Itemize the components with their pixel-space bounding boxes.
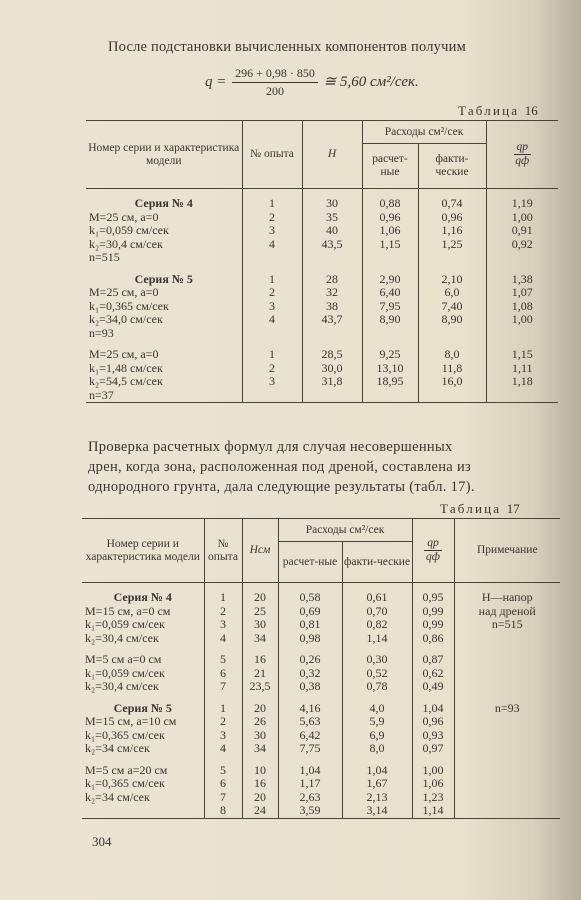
empty-cell	[362, 327, 418, 341]
actual-flow: 0,82	[342, 618, 412, 632]
head-value: 16	[242, 653, 278, 667]
run-number: 7	[204, 680, 242, 694]
series-param: k₂=30,4 см/сек	[85, 679, 159, 693]
empty-cell	[454, 632, 560, 646]
actual-flow: 0,74	[418, 197, 486, 211]
actual-flow: 0,78	[342, 680, 412, 694]
series-title: Серия № 5	[134, 271, 193, 286]
empty-cell	[362, 389, 418, 403]
table-row	[86, 211, 558, 225]
empty-cell	[242, 251, 302, 265]
table17-caption-number: 17	[506, 501, 520, 516]
actual-flow: 8,0	[418, 348, 486, 362]
series-title: Серия № 4	[134, 196, 193, 210]
actual-flow: 0,61	[342, 591, 412, 605]
calc-flow: 1,04	[278, 764, 342, 778]
head-value: 23,5	[242, 680, 278, 694]
head-value: 30,0	[302, 362, 362, 376]
empty-cell	[302, 251, 362, 265]
body-paragraph	[88, 437, 558, 497]
flow-ratio: 1,15	[486, 348, 558, 362]
table-row	[82, 680, 560, 694]
intro-text: После подстановки вычисленных компонентов получим	[108, 39, 466, 55]
series-param: M=15 см, a=0 см	[85, 603, 171, 618]
actual-flow: 0,52	[342, 667, 412, 681]
actual-flow: 4,0	[342, 702, 412, 716]
actual-flow: 1,04	[342, 764, 412, 778]
empty-cell	[302, 327, 362, 341]
actual-flow: 16,0	[418, 375, 486, 389]
table-row	[82, 618, 560, 632]
empty-cell	[454, 777, 560, 791]
table-row	[82, 653, 560, 667]
head-value: 24	[242, 804, 278, 818]
series-param: k₂=34 см/сек	[85, 789, 150, 804]
empty-cell	[454, 791, 560, 805]
empty-cell	[454, 715, 560, 729]
run-number: 2	[242, 211, 302, 225]
paragraph-line-3: однородного грунта, дала следующие результаты (табл. 17).	[88, 479, 475, 495]
series-param: M=25 см, a=0	[89, 209, 159, 224]
run-number: 7	[204, 791, 242, 805]
calc-flow: 4,16	[278, 702, 342, 716]
table16-caption-number: 16	[524, 103, 538, 118]
flow-ratio: 0,99	[412, 605, 454, 619]
table-row	[82, 729, 560, 743]
t16-ratio-top: qр	[514, 141, 532, 155]
actual-flow: 5,9	[342, 715, 412, 729]
table-row	[86, 362, 558, 376]
head-value: 16	[242, 777, 278, 791]
series-title: Серия № 4	[113, 590, 172, 604]
head-value: 38	[302, 300, 362, 314]
t16-header-calc: расчет-ные	[362, 144, 418, 189]
series-title: Серия № 5	[113, 700, 172, 715]
head-value: 43,5	[302, 238, 362, 252]
calc-flow: 6,40	[362, 286, 418, 300]
run-number: 4	[242, 238, 302, 252]
flow-ratio: 0,87	[412, 653, 454, 667]
run-number: 5	[204, 653, 242, 667]
run-number: 4	[242, 313, 302, 327]
actual-flow: 0,30	[342, 653, 412, 667]
calc-flow: 0,69	[278, 605, 342, 619]
table-row	[82, 791, 560, 805]
table-row	[86, 224, 558, 238]
table-row	[82, 667, 560, 681]
empty-cell	[418, 251, 486, 265]
t16-header-actual: факти-ческие	[418, 144, 486, 189]
actual-flow: 1,14	[342, 632, 412, 646]
flow-ratio: 0,92	[486, 238, 558, 252]
table16-caption-word: Таблица	[458, 103, 520, 118]
run-number: 5	[204, 764, 242, 778]
head-value: 20	[242, 791, 278, 805]
table-row	[82, 702, 560, 716]
t16-header-flows: Расходы см²/сек	[362, 121, 486, 144]
flow-ratio: 0,91	[486, 224, 558, 238]
flow-ratio: 0,97	[412, 742, 454, 756]
calc-flow: 0,32	[278, 667, 342, 681]
calc-flow: 8,90	[362, 313, 418, 327]
calc-flow: 6,42	[278, 729, 342, 743]
flow-ratio: 1,07	[486, 286, 558, 300]
t16-header-run: № опыта	[242, 121, 302, 189]
series-param: M=25 см, a=0	[89, 285, 159, 299]
actual-flow: 1,16	[418, 224, 486, 238]
run-number: 1	[242, 273, 302, 287]
series-param: k₁=0,365 см/сек	[85, 727, 165, 742]
flow-ratio: 1,18	[486, 375, 558, 389]
t17-ratio-top: qр	[424, 537, 442, 551]
calc-flow: 0,58	[278, 591, 342, 605]
calc-flow: 5,63	[278, 715, 342, 729]
run-number: 1	[204, 591, 242, 605]
empty-cell	[242, 327, 302, 341]
empty-cell	[454, 729, 560, 743]
flow-ratio: 1,04	[412, 702, 454, 716]
page-number: 304	[92, 834, 112, 849]
table-row	[86, 251, 558, 265]
actual-flow: 0,96	[418, 211, 486, 225]
head-value: 30	[242, 618, 278, 632]
flow-ratio: 1,06	[412, 777, 454, 791]
formula-fraction	[232, 66, 318, 99]
run-number: 3	[204, 729, 242, 743]
run-number: 2	[242, 362, 302, 376]
note-line: n=515	[454, 618, 560, 632]
head-value: 25	[242, 605, 278, 619]
flow-ratio: 1,14	[412, 804, 454, 818]
run-number: 1	[204, 702, 242, 716]
run-number: 4	[204, 632, 242, 646]
actual-flow: 3,14	[342, 804, 412, 818]
flow-ratio: 1,23	[412, 791, 454, 805]
series-param: M=25 см, a=0	[89, 347, 159, 361]
flow-ratio: 1,38	[486, 273, 558, 287]
flow-ratio: 1,19	[486, 197, 558, 211]
series-param: k₂=34 см/сек	[85, 741, 150, 755]
empty-cell	[418, 327, 486, 341]
head-value: 34	[242, 742, 278, 756]
run-number: 3	[204, 618, 242, 632]
table-row	[82, 804, 560, 818]
empty-cell	[362, 251, 418, 265]
calc-flow: 0,81	[278, 618, 342, 632]
table-row	[86, 300, 558, 314]
head-value: 10	[242, 764, 278, 778]
actual-flow: 7,40	[418, 300, 486, 314]
empty-cell	[418, 389, 486, 403]
head-value: 40	[302, 224, 362, 238]
head-value: 30	[302, 197, 362, 211]
empty-cell	[454, 667, 560, 681]
actual-flow: 6,9	[342, 729, 412, 743]
formula-numerator: 296 + 0,98 · 850	[232, 66, 318, 83]
calc-flow: 0,96	[362, 211, 418, 225]
actual-flow: 1,25	[418, 238, 486, 252]
flow-ratio: 1,08	[486, 300, 558, 314]
head-value: 43,7	[302, 313, 362, 327]
empty-cell	[454, 742, 560, 756]
t17-header-h: Hсм	[242, 519, 278, 583]
series-param: n=515	[89, 250, 120, 264]
series-param: M=5 см a=0 см	[85, 652, 162, 666]
calc-flow: 2,90	[362, 273, 418, 287]
run-number: 8	[204, 804, 242, 818]
run-number: 3	[242, 375, 302, 389]
calc-flow: 1,17	[278, 777, 342, 791]
calc-flow: 18,95	[362, 375, 418, 389]
series-param: k₁=0,059 см/сек	[89, 223, 169, 237]
t17-header-note: Примечание	[454, 519, 560, 583]
flow-ratio: 0,99	[412, 618, 454, 632]
table17-caption	[440, 501, 520, 517]
calc-flow: 1,15	[362, 238, 418, 252]
table-row	[86, 313, 558, 327]
head-value: 26	[242, 715, 278, 729]
run-number: 3	[242, 224, 302, 238]
note-line: над дреной	[454, 605, 560, 619]
table-row	[82, 764, 560, 778]
empty-cell	[454, 804, 560, 818]
head-value: 28,5	[302, 348, 362, 362]
table-row	[86, 375, 558, 389]
flow-ratio: 0,93	[412, 729, 454, 743]
table-row	[82, 777, 560, 791]
series-param: k₁=0,365 см/сек	[85, 776, 165, 790]
calc-flow: 7,75	[278, 742, 342, 756]
t17-header-series: Номер серии и характеристика модели	[82, 519, 204, 583]
table-row	[86, 197, 558, 211]
flow-ratio: 1,11	[486, 362, 558, 376]
t17-header-flows: Расходы см²/сек	[278, 519, 412, 542]
run-number: 4	[204, 742, 242, 756]
formula	[205, 66, 419, 99]
flow-ratio: 0,62	[412, 667, 454, 681]
run-number: 6	[204, 777, 242, 791]
table16-caption	[458, 103, 538, 119]
flow-ratio: 1,00	[486, 313, 558, 327]
actual-flow: 1,67	[342, 777, 412, 791]
t16-header-series: Номер серии и характеристика модели	[86, 121, 242, 189]
empty-cell	[454, 680, 560, 694]
t17-ratio-bottom: qф	[426, 551, 440, 563]
run-number: 2	[204, 715, 242, 729]
series-param: k₂=54,5 см/сек	[89, 374, 163, 388]
run-number: 1	[242, 197, 302, 211]
flow-ratio: 0,86	[412, 632, 454, 646]
empty-cell	[454, 653, 560, 667]
flow-ratio: 0,95	[412, 591, 454, 605]
head-value: 30	[242, 729, 278, 743]
table-16	[86, 120, 558, 403]
run-number: 3	[242, 300, 302, 314]
empty-cell	[302, 389, 362, 403]
series-param: k₁=1,48 см/сек	[89, 360, 163, 375]
table-row	[86, 273, 558, 287]
t17-header-run: № опыта	[204, 519, 242, 583]
head-value: 21	[242, 667, 278, 681]
empty-cell	[242, 389, 302, 403]
series-param: k₁=0,365 см/сек	[89, 298, 169, 313]
calc-flow: 9,25	[362, 348, 418, 362]
table-row	[86, 238, 558, 252]
table-row	[82, 715, 560, 729]
series-param: M=15 см, a=10 см	[85, 714, 177, 728]
head-value: 20	[242, 702, 278, 716]
flow-ratio: 0,49	[412, 680, 454, 694]
table-row	[86, 348, 558, 362]
series-param: n=37	[86, 389, 242, 403]
actual-flow: 8,0	[342, 742, 412, 756]
table-row	[86, 327, 558, 341]
head-value: 31,8	[302, 375, 362, 389]
empty-cell	[454, 764, 560, 778]
calc-flow: 13,10	[362, 362, 418, 376]
calc-flow: 0,98	[278, 632, 342, 646]
t17-header-ratio	[412, 519, 454, 583]
empty-cell	[82, 804, 204, 818]
actual-flow: 11,8	[418, 362, 486, 376]
t17-header-calc: расчет-ные	[278, 542, 342, 583]
run-number: 1	[242, 348, 302, 362]
series-param: M=5 см a=20 см	[85, 762, 168, 777]
formula-denominator: 200	[266, 84, 284, 98]
formula-rhs: ≅ 5,60 см²/сек.	[323, 73, 419, 90]
calc-flow: 2,63	[278, 791, 342, 805]
series-param: n=93	[89, 325, 114, 340]
head-value: 32	[302, 286, 362, 300]
flow-ratio: 1,00	[412, 764, 454, 778]
calc-flow: 1,06	[362, 224, 418, 238]
series-param: k₂=30,4 см/сек	[89, 236, 163, 251]
spacer-cell	[454, 645, 560, 653]
calc-flow: 0,38	[278, 680, 342, 694]
table-row	[82, 591, 560, 605]
head-value: 28	[302, 273, 362, 287]
t16-ratio-bottom: qф	[515, 155, 530, 167]
calc-flow: 3,59	[278, 804, 342, 818]
calc-flow: 7,95	[362, 300, 418, 314]
table-17	[82, 518, 560, 819]
table-row	[82, 742, 560, 756]
head-value: 35	[302, 211, 362, 225]
head-value: 20	[242, 591, 278, 605]
t17-header-actual: факти-ческие	[342, 542, 412, 583]
head-value: 34	[242, 632, 278, 646]
series-param: k₁=0,059 см/сек	[85, 617, 165, 631]
table-row	[82, 605, 560, 619]
paragraph-line-1: Проверка расчетных формул для случая несовершенных	[88, 439, 453, 455]
empty-cell	[486, 389, 558, 403]
actual-flow: 2,13	[342, 791, 412, 805]
paragraph-line-2: дрен, когда зона, расположенная под дреной, составлена из	[88, 459, 472, 475]
table-row	[86, 286, 558, 300]
formula-lhs: q =	[205, 73, 227, 90]
spacer-cell	[454, 756, 560, 764]
calc-flow: 0,26	[278, 653, 342, 667]
actual-flow: 0,70	[342, 605, 412, 619]
series-param: k₂=34,0 см/сек	[89, 312, 163, 326]
t16-header-h: H	[302, 121, 362, 189]
run-number: 6	[204, 667, 242, 681]
run-number: 2	[204, 605, 242, 619]
calc-flow: 0,88	[362, 197, 418, 211]
note-line: n=93	[454, 702, 560, 716]
t16-header-ratio	[486, 121, 558, 189]
actual-flow: 2,10	[418, 273, 486, 287]
table17-caption-word: Таблица	[440, 501, 502, 516]
actual-flow: 8,90	[418, 313, 486, 327]
table-row	[86, 389, 558, 403]
empty-cell	[486, 327, 558, 341]
run-number: 2	[242, 286, 302, 300]
empty-cell	[486, 251, 558, 265]
flow-ratio: 0,96	[412, 715, 454, 729]
flow-ratio: 1,00	[486, 211, 558, 225]
series-param: k₂=30,4 см/сек	[85, 630, 159, 645]
table-row	[82, 632, 560, 646]
actual-flow: 6,0	[418, 286, 486, 300]
series-param: k₁=0,059 см/сек	[85, 665, 165, 680]
note-line: H—напор	[454, 591, 560, 605]
